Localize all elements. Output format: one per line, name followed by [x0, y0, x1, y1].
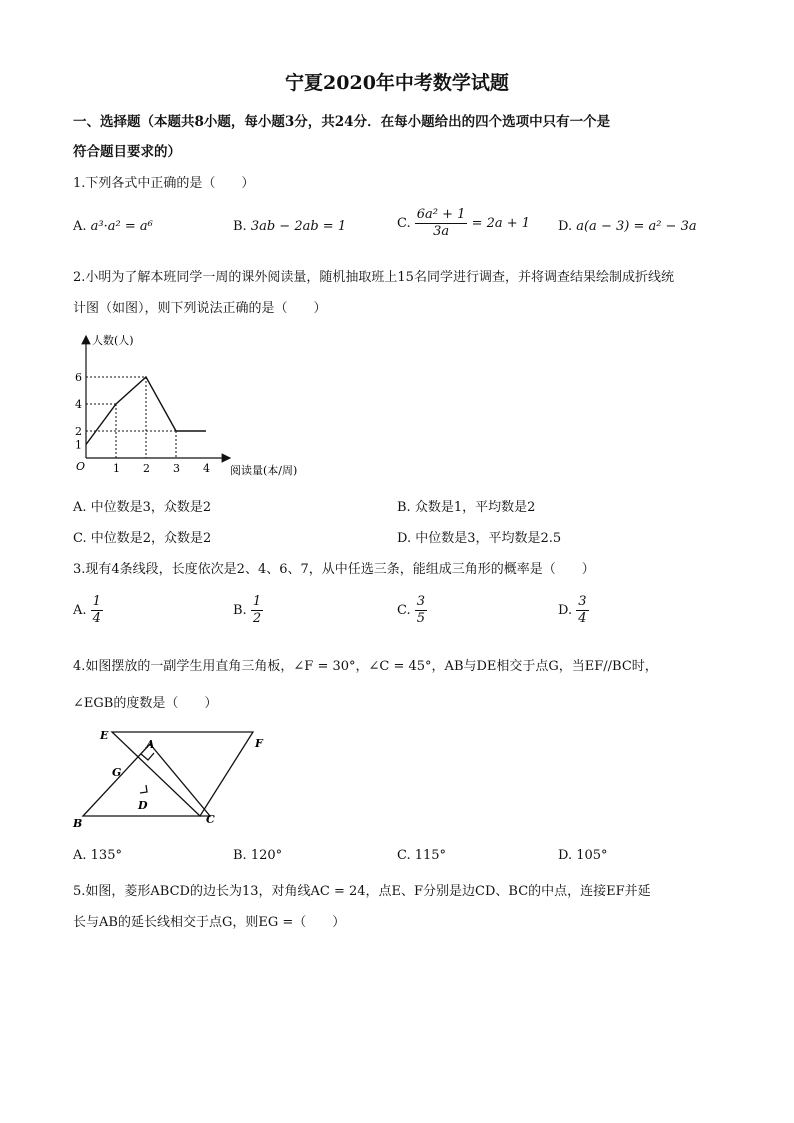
q4-option-d[interactable]: D. 105° — [558, 848, 608, 863]
q4-option-c[interactable]: C. 115° — [397, 848, 447, 863]
label-c: C — [206, 813, 215, 826]
y-tick-label: 4 — [75, 398, 82, 411]
x-tick-label: 1 — [113, 462, 120, 475]
q1-stem: 1.下列各式中正确的是（ ） — [73, 176, 255, 191]
q3-option-c-letter: C. — [397, 603, 411, 618]
x-tick-label: 3 — [173, 462, 180, 475]
q2-stem-line1: 2.小明为了解本班同学一周的课外阅读量，随机抽取班上15名同学进行调查，并将调查结果绘制成折线统 — [73, 270, 674, 285]
q1-option-d-expr: a(a − 3) = a² − 3a — [576, 219, 697, 234]
q3-option-b[interactable] — [233, 594, 263, 627]
label-d: D — [138, 799, 148, 812]
q3-option-d-letter: D. — [558, 603, 573, 618]
q3-option-b-denominator: 2 — [252, 611, 262, 626]
q1-option-a[interactable] — [73, 219, 153, 234]
q2-option-d[interactable]: D. 中位数是3，平均数是2.5 — [397, 531, 562, 546]
y-axis-label: 人数(人) — [92, 334, 134, 347]
q1-option-a-letter: A. — [73, 219, 87, 234]
q3-option-c-numerator: 3 — [416, 594, 426, 609]
q2-option-b[interactable]: B. 众数是1，平均数是2 — [397, 500, 536, 515]
q1-option-b[interactable] — [233, 219, 346, 234]
section-heading-line2: 符合题目要求的） — [73, 144, 181, 160]
q4-option-b[interactable]: B. 120° — [233, 848, 283, 863]
q1-option-c-denominator: 3a — [433, 224, 450, 239]
q3-option-a-letter: A. — [73, 603, 87, 618]
q3-option-c-fraction — [415, 594, 427, 627]
triangle-edf — [112, 732, 253, 816]
q5-stem-line2: 长与AB的延长线相交于点G，则EG =（ ） — [73, 915, 346, 930]
label-a: A — [146, 738, 155, 751]
right-angle-mark-a — [141, 753, 154, 760]
q3-option-c[interactable] — [397, 594, 427, 627]
y-tick-label: 6 — [75, 371, 82, 384]
q1-option-c-numerator: 6a² + 1 — [416, 207, 466, 222]
q1-option-d-letter: D. — [558, 219, 573, 234]
x-tick-label: 2 — [143, 462, 150, 475]
q4-stem-line2: ∠EGB的度数是（ ） — [73, 696, 218, 711]
q2-option-c[interactable]: C. 中位数是2，众数是2 — [73, 531, 212, 546]
q3-stem: 3.现有4条线段，长度依次是2、4、6、7，从中任选三条，能组成三角形的概率是（ ） — [73, 562, 595, 577]
q1-option-c-letter: C. — [397, 216, 411, 231]
q3-option-a-numerator: 1 — [92, 594, 101, 609]
q3-option-c-denominator: 5 — [416, 611, 426, 626]
q1-option-c[interactable] — [397, 207, 530, 240]
y-tick-label: 1 — [75, 438, 82, 452]
triangle-boards-figure — [70, 726, 270, 830]
q2-stem-line2: 计图（如图），则下列说法正确的是（ ） — [73, 301, 327, 316]
q1-option-b-expr: 3ab − 2ab = 1 — [250, 219, 347, 234]
origin-label: O — [76, 460, 86, 473]
q3-option-d[interactable] — [558, 594, 589, 627]
page-title: 宁夏2020年中考数学试题 — [285, 72, 509, 94]
q3-option-a[interactable] — [73, 594, 103, 627]
q3-option-a-denominator: 4 — [92, 611, 101, 626]
label-e: E — [100, 729, 109, 742]
q3-option-d-denominator: 4 — [578, 611, 587, 626]
reading-line-chart — [70, 328, 310, 480]
q3-option-b-numerator: 1 — [252, 594, 262, 609]
label-b: B — [73, 817, 83, 830]
label-g: G — [112, 766, 122, 779]
section-heading-line1: 一、选择题（本题共8小题，每小题3分，共24分．在每小题给出的四个选项中只有一个是 — [73, 114, 611, 130]
q3-option-a-fraction — [91, 594, 103, 627]
q1-option-c-rhs: = 2a + 1 — [471, 216, 531, 231]
x-tick-label: 4 — [203, 462, 210, 475]
q2-option-a[interactable]: A. 中位数是3，众数是2 — [73, 500, 212, 515]
q3-option-b-fraction — [251, 594, 263, 627]
y-tick-label: 2 — [75, 425, 82, 438]
right-angle-mark-d — [140, 785, 147, 793]
q1-option-c-fraction — [415, 207, 468, 240]
q3-option-b-letter: B. — [233, 603, 247, 618]
q1-option-b-letter: B. — [233, 219, 247, 234]
x-axis-label: 阅读量(本/周) — [230, 464, 298, 477]
q1-option-a-expr: a³·a² = a⁶ — [90, 219, 153, 234]
q4-option-a[interactable]: A. 135° — [73, 848, 122, 863]
q1-option-d[interactable] — [558, 219, 697, 234]
q4-stem-line1: 4.如图摆放的一副学生用直角三角板，∠F = 30°，∠C = 45°，AB与DE相交于点G，当EF//BC时， — [73, 659, 658, 674]
q3-option-d-numerator: 3 — [578, 594, 587, 609]
label-f: F — [255, 737, 263, 750]
q5-stem-line1: 5.如图，菱形ABCD的边长为13，对角线AC = 24，点E、F分别是边CD、BC的中点，连接EF并延 — [73, 884, 651, 899]
q3-option-d-fraction — [576, 594, 588, 627]
